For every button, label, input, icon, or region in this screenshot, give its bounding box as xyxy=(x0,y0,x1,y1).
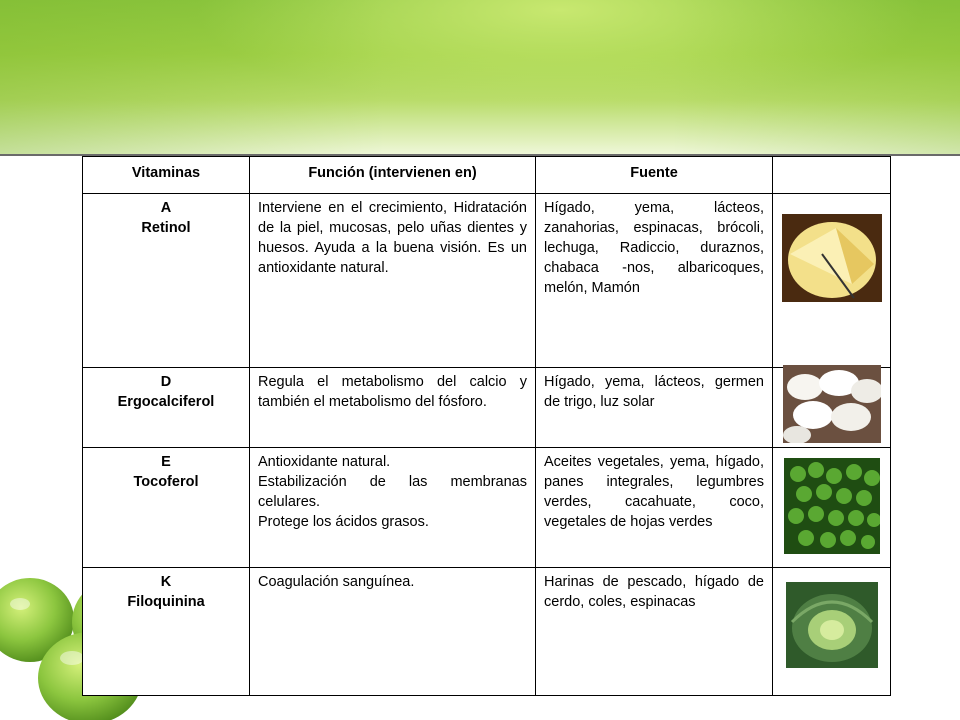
function-line: Protege los ácidos grasos. xyxy=(258,514,429,530)
function-cell: Coagulación sanguínea. xyxy=(250,568,536,696)
vitamin-name-cell xyxy=(83,368,250,448)
header-fuente: Fuente xyxy=(536,157,773,194)
vitamin-name-cell xyxy=(83,448,250,568)
vitamin-name: Retinol xyxy=(141,220,191,236)
cabbage-image xyxy=(786,582,878,668)
table-row xyxy=(83,568,891,696)
image-cell xyxy=(773,368,891,448)
table-row xyxy=(83,194,891,368)
header-funcion: Función (intervienen en) xyxy=(250,157,536,194)
source-cell: Hígado, yema, lácteos, germen de trigo, luz solar xyxy=(536,368,773,448)
source-cell: Hígado, yema, lácteos, zanahorias, espinacas, brócoli, lechuga, Radiccio, duraznos, chabaca -nos, albaricoques, melón, Mamón xyxy=(536,194,773,368)
top-green-banner xyxy=(0,0,960,154)
function-line: Estabilización de las membranas celulares. xyxy=(258,474,527,510)
peas-image xyxy=(784,458,880,554)
vitamins-table xyxy=(82,156,891,696)
image-cell xyxy=(773,448,891,568)
image-cell xyxy=(773,568,891,696)
function-cell: Interviene en el crecimiento, Hidratación de la piel, mucosas, pelo uñas dientes y huesos. Ayuda a la buena visión. Es un antioxidante natural. xyxy=(250,194,536,368)
source-cell: Harinas de pescado, hígado de cerdo, coles, espinacas xyxy=(536,568,773,696)
vitamin-name: Ergocalciferol xyxy=(117,394,215,410)
function-cell xyxy=(250,448,536,568)
header-image xyxy=(773,157,891,194)
table-row xyxy=(83,368,891,448)
vitamin-letter: E xyxy=(161,454,171,470)
vitamin-letter: D xyxy=(160,374,172,390)
vitamin-letter: K xyxy=(160,574,172,590)
function-line: Antioxidante natural. xyxy=(258,454,391,470)
source-cell: Aceites vegetales, yema, hígado, panes integrales, legumbres verdes, cacahuate, coco, vegetales de hojas verdes xyxy=(536,448,773,568)
eggs-image xyxy=(783,365,881,443)
function-cell: Regula el metabolismo del calcio y también el metabolismo del fósforo. xyxy=(250,368,536,448)
cheese-image xyxy=(782,214,882,302)
image-cell xyxy=(773,194,891,368)
vitamin-name-cell xyxy=(83,194,250,368)
table-row xyxy=(83,448,891,568)
vitamin-name-cell xyxy=(83,568,250,696)
table-header-row xyxy=(83,157,891,194)
header-vitaminas: Vitaminas xyxy=(83,157,250,194)
vitamin-name: Filoquinina xyxy=(127,594,205,610)
vitamin-name: Tocoferol xyxy=(133,474,199,490)
vitamin-letter: A xyxy=(160,200,172,216)
